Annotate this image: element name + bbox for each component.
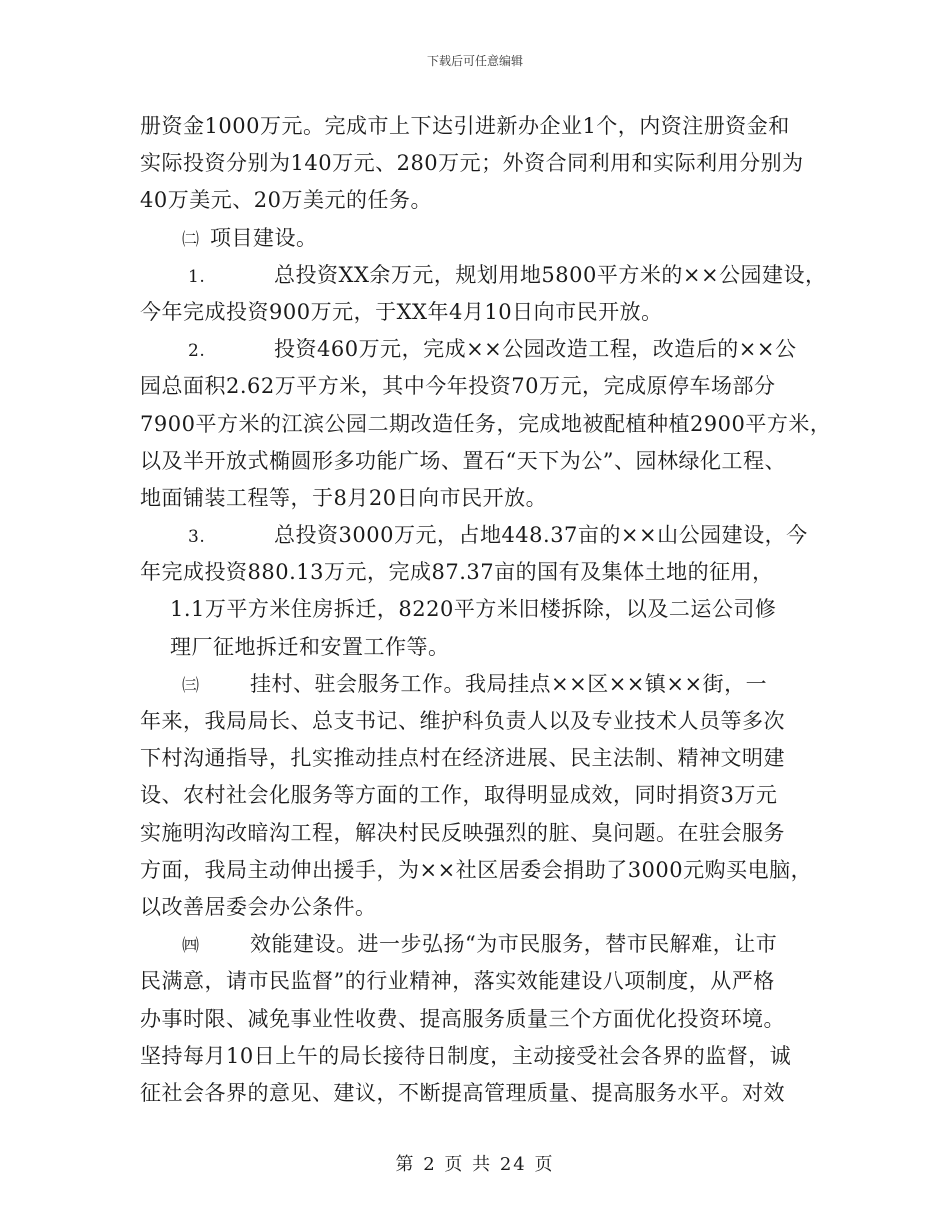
section-title: 项目建设。: [210, 225, 318, 250]
text-line: 总投资3000万元，占地448.37亩的××山公园建设，今: [274, 523, 808, 548]
text-line: 坚持每月10日上午的局长接待日制度，主动接受社会各界的监督，诚: [140, 1043, 792, 1068]
list-item-1: [140, 257, 827, 294]
text-line: 征社会各界的意见、建议，不断提高管理质量、提高服务水平。对效: [140, 1080, 785, 1105]
text-line: 下村沟通指导，扎实推动挂点村在经济进展、民主法制、精神文明建: [140, 746, 785, 771]
section-heading-3: [140, 666, 820, 703]
text-line: 设、农村社会化服务等方面的工作，取得明显成效，同时捐资3万元: [140, 783, 778, 808]
list-item-3: [140, 517, 820, 554]
text-line: 地面铺装工程等，于8月20日向市民开放。: [140, 485, 548, 510]
text-line: 40万美元、20万美元的任务。: [140, 188, 432, 213]
text-line: 民满意，请市民监督”的行业精神，落实效能建设八项制度，从严格: [140, 969, 775, 994]
text-line: 以及半开放式椭圆形多功能广场、置石“天下为公”、园林绿化工程、: [140, 448, 786, 473]
page-number: 第 2 页 共 24 页: [395, 1154, 555, 1175]
list-number: 3.: [188, 527, 206, 548]
text-line: 实际投资分别为140万元、280万元；外资合同利用和实际利用分别为: [140, 151, 804, 176]
text-line: 7900平方米的江滨公园二期改造任务，完成地被配植种植2900平方米，: [140, 411, 832, 436]
text-line: 年完成投资880.13万元，完成87.37亩的国有及集体土地的征用，: [140, 560, 774, 585]
list-number: 1.: [188, 266, 206, 287]
list-number: 2.: [188, 341, 206, 362]
text-line: 园总面积2.62万平方米，其中今年投资70万元，完成原停车场部分: [140, 374, 776, 399]
section-marker: ㈡: [182, 229, 200, 250]
text-line: 挂村、驻会服务工作。我局挂点××区××镇××街，一: [250, 671, 768, 696]
section-heading-2: [140, 220, 820, 257]
section-marker: ㈣: [182, 936, 200, 957]
text-line: 总投资XX余万元，规划用地5800平方米的××公园建设，: [274, 262, 827, 287]
text-line: 方面，我局主动伸出援手，为××社区居委会捐助了3000元购买电脑，: [140, 857, 813, 882]
list-item-2: [140, 331, 820, 368]
text-line: 1.1万平方米住房拆迁，8220平方米旧楼拆除，以及二运公司修: [170, 597, 777, 622]
page-header: 下载后可任意编辑: [426, 54, 523, 68]
text-line: 年来，我局局长、总支书记、维护科负责人以及专业技术人员等多次: [140, 709, 785, 733]
text-line: 理厂征地拆迁和安置工作等。: [170, 634, 450, 659]
text-line: 投资460万元，完成××公园改造工程，改造后的××公: [274, 337, 797, 362]
text-line: 册资金1000万元。完成市上下达引进新办企业1个，内资注册资金和: [140, 114, 790, 138]
section-marker: ㈢: [182, 675, 200, 696]
text-line: 办事时限、减免事业性收费、提高服务质量三个方面优化投资环境。: [140, 1006, 785, 1031]
text-line: 实施明沟改暗沟工程，解决村民反映强烈的脏、臭问题。在驻会服务: [140, 820, 785, 845]
section-heading-4: [140, 926, 820, 963]
text-line: 以改善居委会办公条件。: [140, 894, 377, 919]
text-line: 今年完成投资900万元，于XX年4月10日向市民开放。: [140, 299, 663, 324]
document-body: [140, 108, 832, 1112]
text-line: 效能建设。进一步弘扬“为市民服务，替市民解难，让市: [250, 932, 778, 957]
